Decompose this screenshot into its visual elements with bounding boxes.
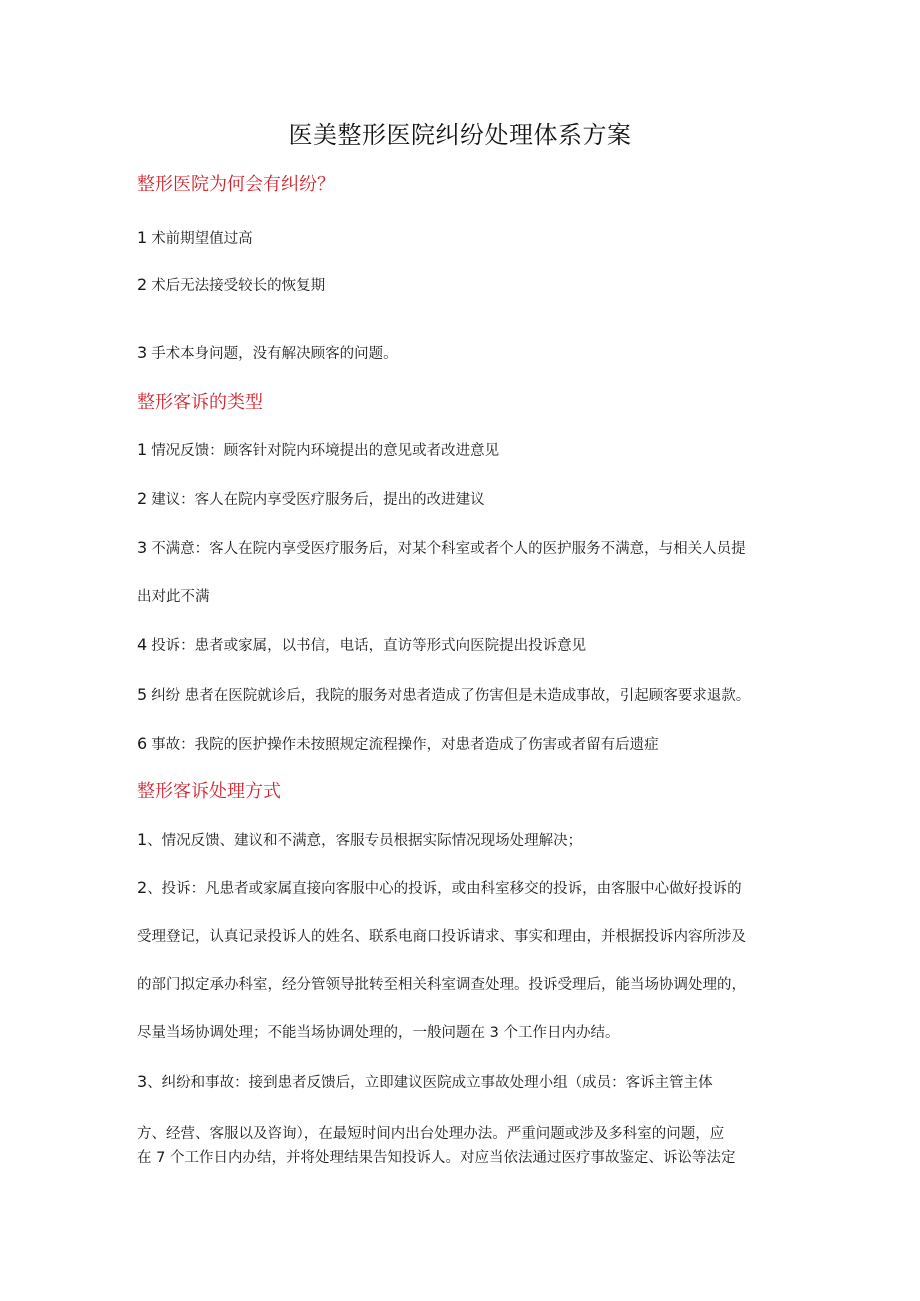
item-text: 术前期望值过高 [151, 231, 253, 247]
item-text: 方、经营、客服以及咨询），在最短时间内出台处理办法。严重问题或涉及多科室的问题，应 [137, 1126, 725, 1142]
section-heading-why-disputes: 整形医院为何会有纠纷？ [137, 174, 335, 195]
item-number: 3 [137, 1072, 148, 1091]
item-number: 5 [137, 685, 148, 704]
list-item-continuation [137, 586, 210, 608]
list-item [137, 634, 586, 657]
list-item-continuation [137, 1123, 724, 1145]
item-text: 出对此不满 [137, 589, 210, 605]
list-item [137, 488, 485, 511]
item-text: 在 7 个工作日内办结，并将处理结果告知投诉人。对应当依法通过医疗事故鉴定、诉讼等法定 [137, 1150, 736, 1166]
list-item-continuation [137, 926, 746, 948]
list-item [137, 342, 398, 365]
list-item [137, 733, 659, 756]
list-item-continuation [137, 1022, 619, 1044]
item-number: 4 [137, 635, 148, 654]
item-number: 1 [137, 440, 148, 459]
item-number: 2 [137, 489, 148, 508]
item-text: 的部门拟定承办科室，经分管领导批转至相关科室调查处理。投诉受理后，能当场协调处理的， [137, 977, 746, 993]
item-text: 事故：我院的医护操作未按照规定流程操作，对患者造成了伤害或者留有后遗症 [151, 737, 659, 753]
section-heading-complaint-types: 整形客诉的类型 [137, 392, 263, 413]
item-text: 不满意：客人在院内享受医疗服务后，对某个科室或者个人的医护服务不满意，与相关人员提 [151, 541, 746, 557]
item-number: 6 [137, 734, 148, 753]
list-item [137, 439, 499, 462]
item-text: 术后无法接受较长的恢复期 [151, 278, 326, 294]
item-number: 1 [137, 830, 148, 849]
list-item [137, 877, 742, 900]
item-number: 1 [137, 228, 148, 247]
item-number: 2 [137, 275, 148, 294]
item-text: 纠纷 患者在医院就诊后，我院的服务对患者造成了伤害但是未造成事故，引起顾客要求退款。 [151, 688, 751, 704]
list-item [137, 829, 582, 852]
item-text: 手术本身问题，没有解决顾客的问题。 [151, 346, 398, 362]
list-item-continuation [137, 974, 746, 996]
item-text: 、纠纷和事故：接到患者反馈后，立即建议医院成立事故处理小组（成员：客诉主管主体 [147, 1075, 713, 1091]
item-text: 、投诉：凡患者或家属直接向客服中心的投诉，或由科室移交的投诉，由客服中心做好投诉的 [147, 881, 742, 897]
list-item [137, 684, 750, 707]
item-text: 建议：客人在院内享受医疗服务后，提出的改进建议 [151, 492, 485, 508]
item-number: 3 [137, 538, 148, 557]
item-text: 情况反馈：顾客针对院内环境提出的意见或者改进意见 [151, 443, 500, 459]
list-item [137, 537, 746, 560]
item-text: 、情况反馈、建议和不满意，客服专员根据实际情况现场处理解决； [147, 833, 583, 849]
list-item [137, 1071, 713, 1094]
document-title: 医美整形医院纠纷处理体系方案 [288, 121, 632, 149]
item-number: 3 [137, 343, 148, 362]
list-item-continuation [137, 1147, 735, 1169]
item-text: 尽量当场协调处理；不能当场协调处理的，一般问题在 3 个工作日内办结。 [137, 1025, 620, 1041]
item-text: 受理登记，认真记录投诉人的姓名、联系电商口投诉请求、事实和理由，并根据投诉内容所涉及 [137, 929, 746, 945]
list-item [137, 227, 253, 250]
section-heading-handling-methods: 整形客诉处理方式 [137, 781, 281, 802]
list-item [137, 274, 325, 297]
item-number: 2 [137, 878, 148, 897]
item-text: 投诉：患者或家属，以书信，电话，直访等形式向医院提出投诉意见 [151, 638, 587, 654]
